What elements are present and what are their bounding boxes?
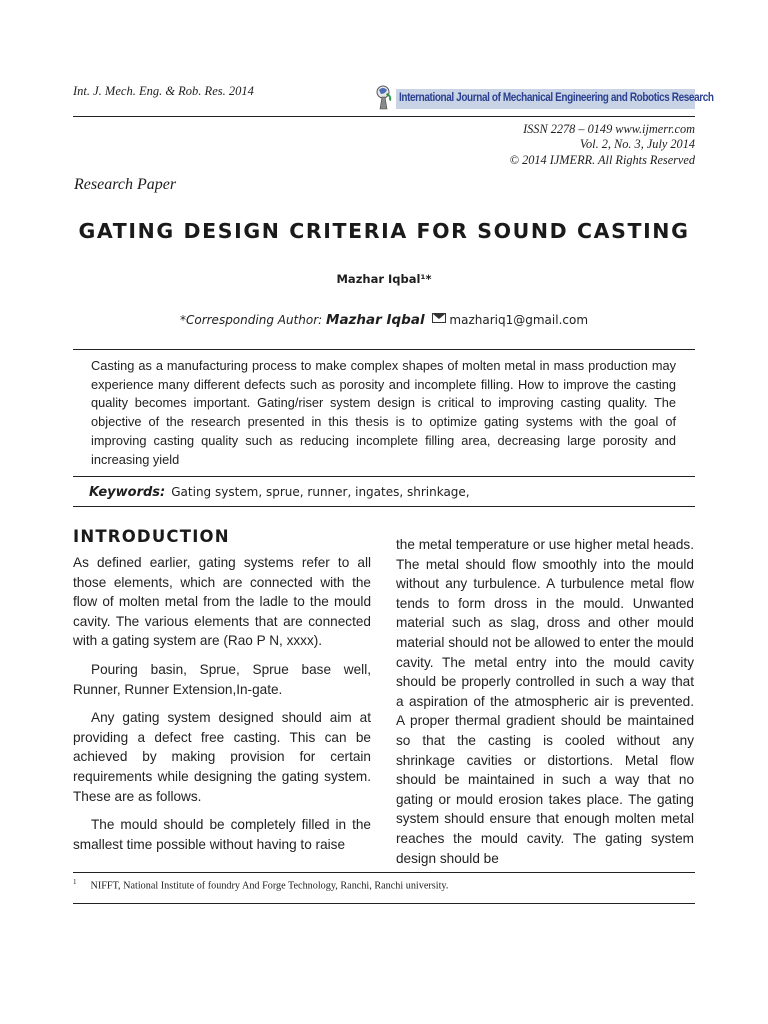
- journal-banner: [372, 84, 714, 112]
- mail-icon: [432, 313, 446, 323]
- keywords-value: Gating system, sprue, runner, ingates, shrinkage,: [171, 485, 470, 499]
- header-rule: [73, 116, 695, 117]
- paper-title: GATING DESIGN CRITERIA FOR SOUND CASTING: [78, 219, 690, 243]
- keywords-label: Keywords:: [89, 485, 166, 500]
- abstract: Casting as a manufacturing process to make complex shapes of molten metal in mass production may experience many different defects such as porosity and incomplete filling. How to improve the casting quality becomes important. Gating/riser system design is critical to improving casting quality. The objective of the research presented in this thesis is to optimize gating systems with the goal of improving casting quality such as reducing incomplete filling area, decreasing large porosity and increasing yield: [91, 358, 676, 467]
- corresponding-email[interactable]: mazhariq1@gmail.com: [449, 313, 589, 327]
- paper-type: Research Paper: [74, 176, 177, 193]
- journal-logo-icon: [372, 84, 398, 112]
- journal-abbreviation: Int. J. Mech. Eng. & Rob. Res. 2014: [73, 84, 254, 98]
- footnote-text: NIFFT, National Institute of foundry And Forge Technology, Ranchi, Ranchi university.: [90, 880, 449, 892]
- issn-block: [510, 122, 695, 168]
- footnote-top-rule: [73, 872, 695, 873]
- keywords-rule: [73, 506, 695, 507]
- body-left-column: [73, 527, 371, 863]
- keywords: [89, 485, 470, 500]
- body-paragraph: As defined earlier, gating systems refer to all those elements, which are connected with the flow of molten metal from the ladle to the mould cavity. The various elements that are connected with a gating system are (Rao P N, xxxx).: [73, 555, 371, 649]
- abstract-top-rule: [73, 349, 695, 350]
- footnote: [73, 878, 448, 891]
- abstract-bottom-rule: [73, 476, 695, 477]
- footnote-marker: 1: [73, 878, 77, 886]
- corresponding-name: Mazhar Iqbal: [326, 312, 425, 328]
- journal-banner-text: International Journal of Mechanical Engineering and Robotics Research: [399, 91, 714, 104]
- issn-line: ISSN 2278 – 0149 www.ijmerr.com: [523, 122, 695, 136]
- corresponding-author: [0, 312, 768, 328]
- body-paragraph: Any gating system designed should aim at providing a defect free casting. This can be achieved by making provision for certain requirements while designing the gating system. These are as follows.: [73, 710, 371, 804]
- body-right-column: [396, 535, 694, 877]
- copyright-line: © 2014 IJMERR. All Rights Reserved: [509, 152, 695, 167]
- body-paragraph: the metal temperature or use higher metal heads. The metal should flow smoothly into the mould without any turbulence. A turbulence metal flow tends to form dross in the mould. Unwanted material such as slag, dross and other mould material should not be allowed to enter the mould cavity. The metal entry into the mould cavity should be properly controlled in such a way that a aspiration of the atmospheric air is prevented. A proper thermal gradient should be maintained so that the casting is cooled without any shrinkage cavities or distortions. Metal flow should be maintained in such a way that no gating or mould erosion takes place. The gating system should ensure that enough molten metal reaches the mould cavity. The gating system design should be: [396, 537, 694, 866]
- corresponding-label: *Corresponding Author:: [179, 313, 323, 327]
- body-paragraph: Pouring basin, Sprue, Sprue base well, Runner, Runner Extension,In-gate.: [73, 661, 371, 697]
- body-paragraph: The mould should be completely filled in the smallest time possible without having to raise: [73, 817, 371, 852]
- volume-line: Vol. 2, No. 3, July 2014: [579, 137, 695, 152]
- section-heading: INTRODUCTION: [73, 527, 230, 546]
- author-name: Mazhar Iqbal¹*: [336, 272, 432, 286]
- footnote-bottom-rule: [73, 903, 695, 904]
